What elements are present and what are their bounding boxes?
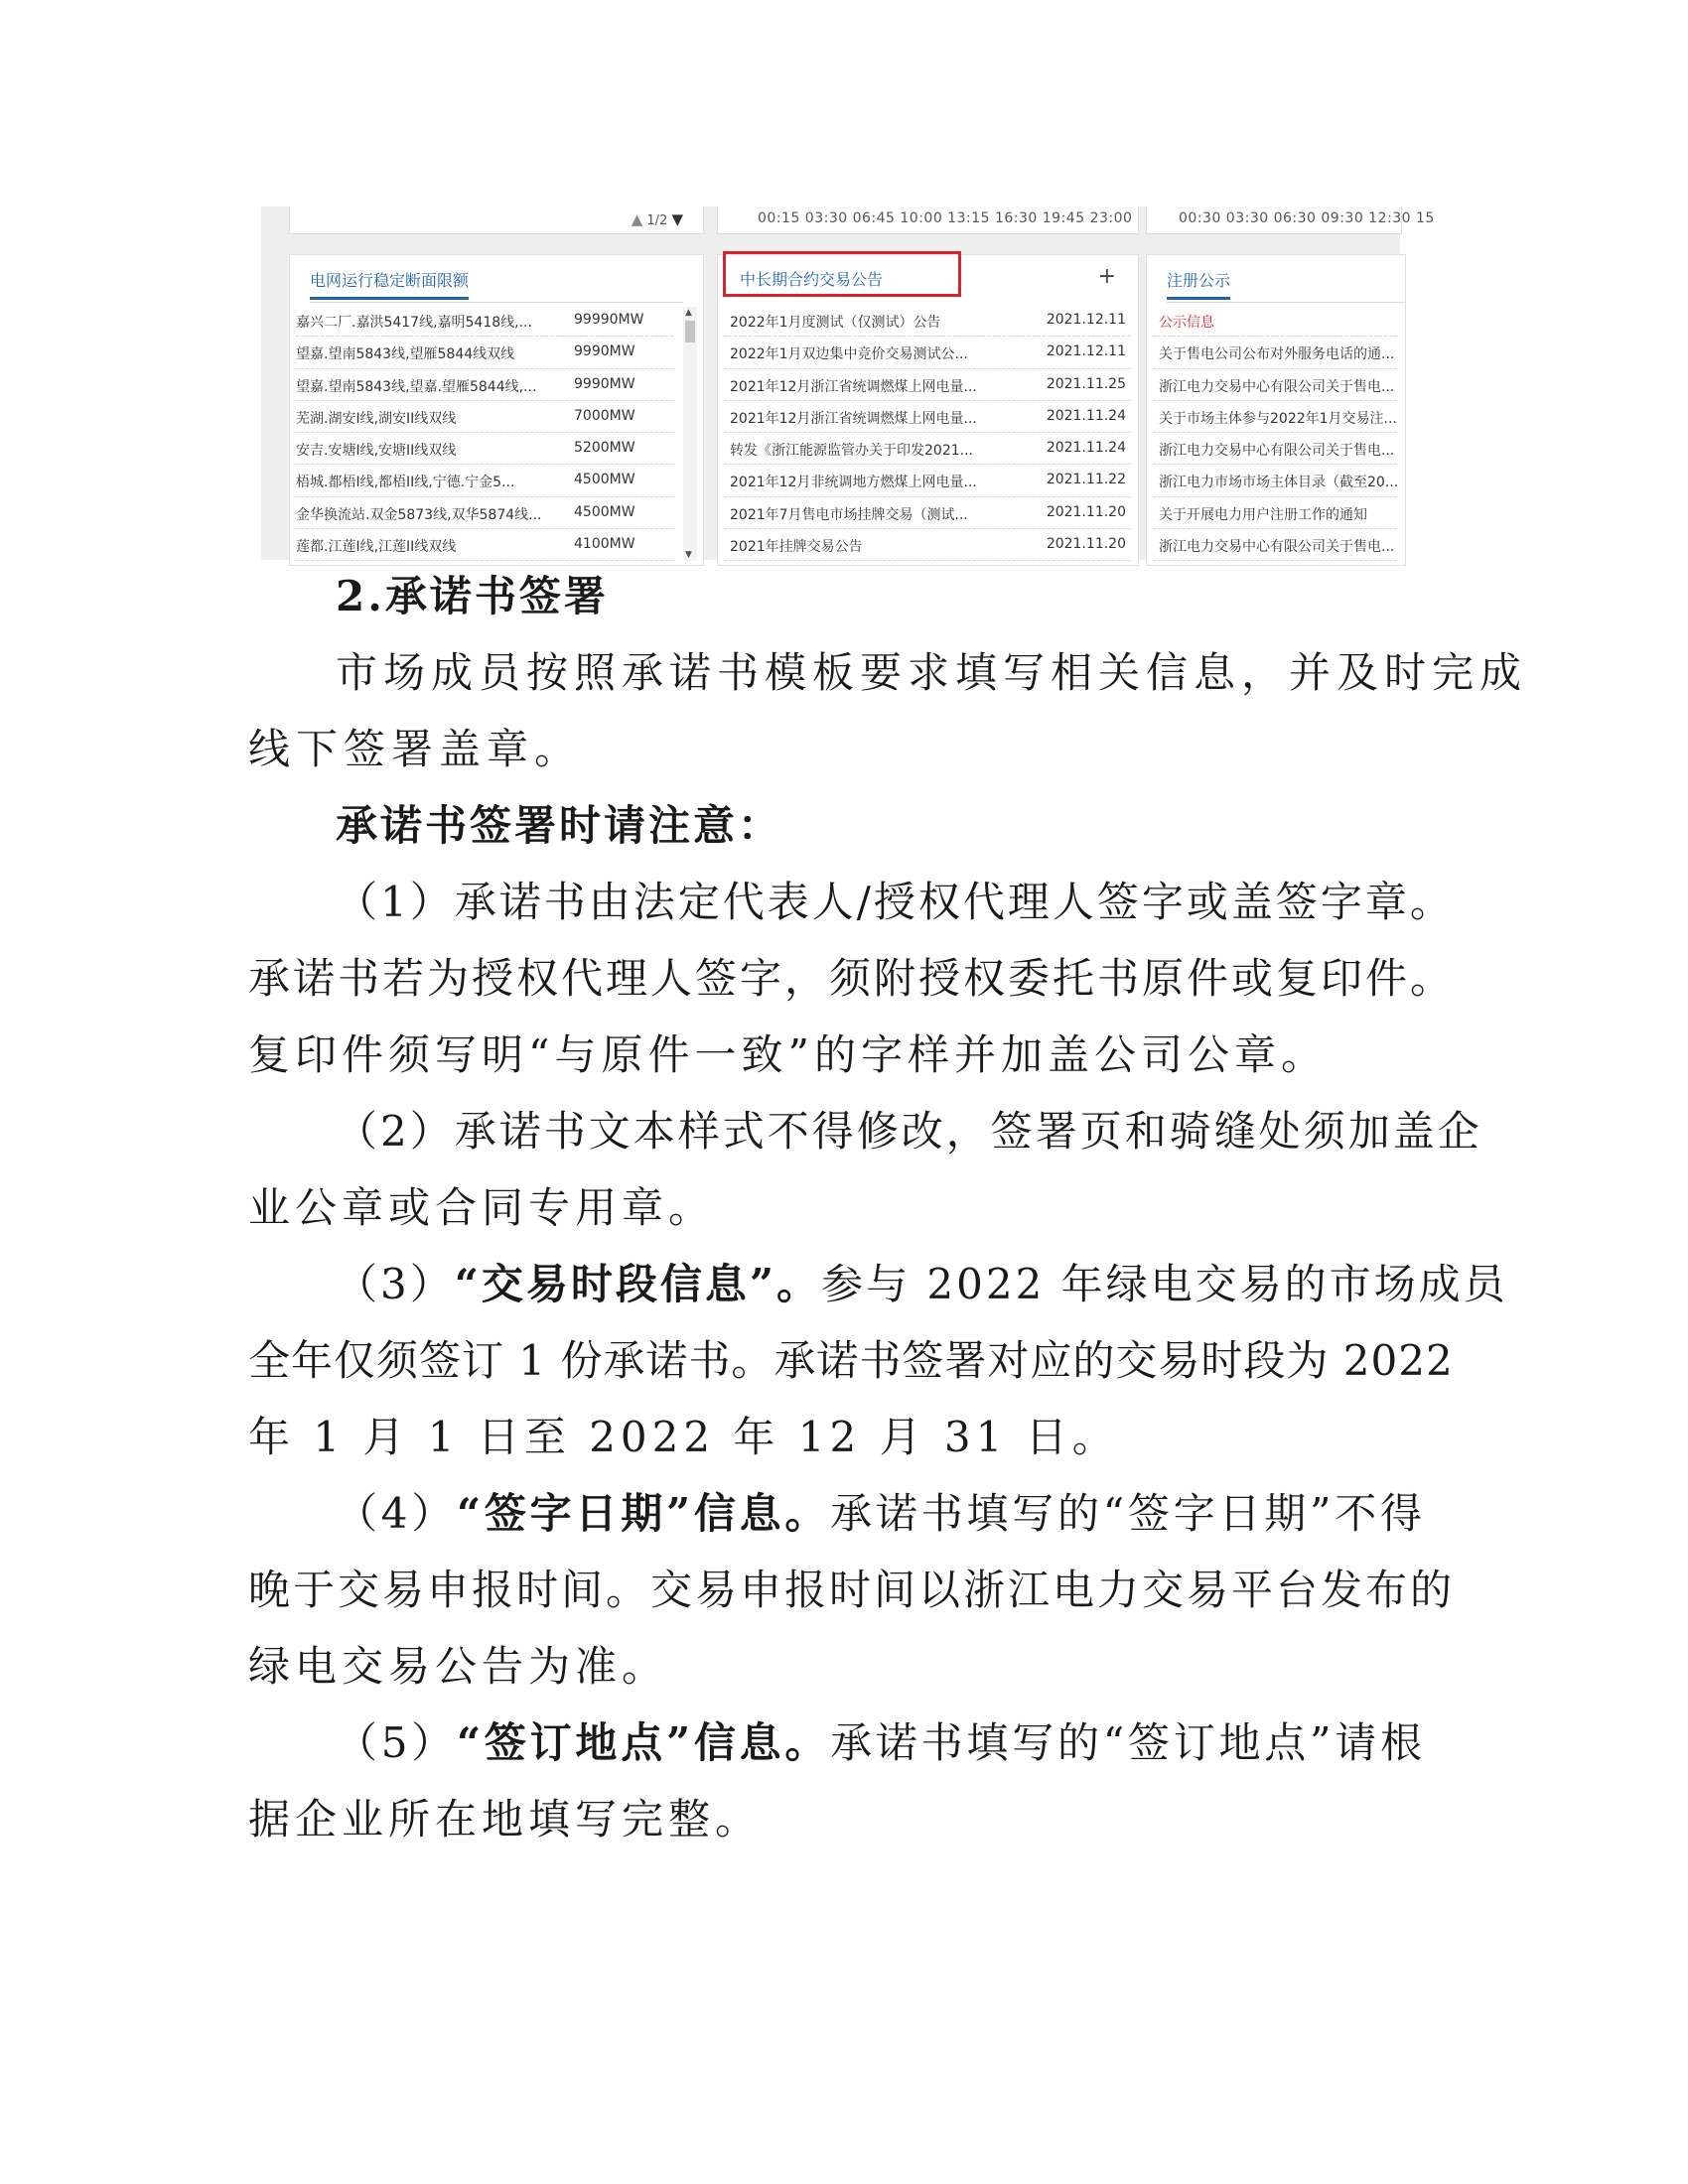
row-value: 4100MW — [574, 536, 635, 553]
bold-term: “签字日期”信息。 — [457, 1489, 831, 1538]
panel-header — [718, 255, 1138, 303]
list-item[interactable] — [724, 401, 1130, 433]
paragraph-line: 市场成员按照承诺书模板要求填写相关信息，并及时完成 — [336, 648, 1528, 697]
list-item[interactable] — [1153, 305, 1397, 337]
table-row[interactable] — [296, 337, 673, 368]
row-name: 金华换流站.双金5873线,双华5874线... — [296, 506, 542, 523]
list-item[interactable] — [724, 465, 1130, 496]
table-row[interactable] — [296, 529, 673, 561]
item-title: 2022年1月度测试（仅测试）公告 — [730, 315, 941, 331]
row-value: 4500MW — [574, 472, 635, 488]
scroll-down-icon[interactable]: ▼ — [685, 550, 692, 560]
paragraph-line — [336, 1489, 1425, 1538]
row-value: 9990MW — [574, 375, 635, 392]
item-title: 浙江电力交易中心有限公司关于售电... — [1159, 443, 1395, 460]
list-item[interactable] — [1153, 529, 1397, 561]
row-name: 莲都.江莲I线,江莲II线双线 — [296, 539, 457, 556]
scrollbar-thumb[interactable] — [685, 321, 695, 342]
embedded-screenshot — [261, 206, 1435, 560]
item-title: 2021年12月浙江省统调燃煤上网电量... — [730, 410, 977, 427]
paragraph-line: （2）承诺书文本样式不得修改，签署页和骑缝处须加盖企 — [336, 1107, 1482, 1156]
item-date: 2021.12.11 — [1046, 312, 1126, 328]
top-card-left — [289, 206, 704, 234]
paragraph-line: （1）承诺书由法定代表人/授权代理人签字或盖签字章。 — [336, 878, 1455, 926]
paragraph-line: 承诺书若为授权代理人签字，须附授权委托书原件或复印件。 — [248, 954, 1456, 1003]
panel-title[interactable]: 中长期合约交易公告 — [740, 270, 884, 289]
item-text: 承诺书填写的“签字日期”不得 — [830, 1489, 1425, 1538]
panel-registration-notice — [1146, 254, 1406, 566]
top-card-middle — [717, 206, 1139, 234]
bold-term: “交易时段信息”。 — [454, 1260, 822, 1308]
item-title: 关于开展电力用户注册工作的通知 — [1159, 506, 1367, 523]
time-axis-2: 00:30 03:30 06:30 09:30 12:30 15 — [1179, 210, 1435, 226]
item-title: 浙江电力交易中心有限公司关于售电... — [1159, 539, 1395, 556]
item-title: 浙江电力交易中心有限公司关于售电... — [1159, 378, 1395, 395]
list-item[interactable] — [724, 529, 1130, 561]
table-row[interactable] — [296, 401, 673, 433]
paragraph-line: 晚于交易申报时间。交易申报时间以浙江电力交易平台发布的 — [248, 1566, 1456, 1614]
announcement-list — [718, 305, 1138, 561]
top-strip — [261, 206, 1435, 238]
paragraph-line: 全年仅须签订 1 份承诺书。承诺书签署对应的交易时段为 2022 — [248, 1336, 1454, 1385]
item-title: 2022年1月双边集中竞价交易测试公... — [730, 346, 968, 363]
scrollbar[interactable] — [683, 307, 697, 561]
section-heading: 2.承诺书签署 — [336, 572, 609, 620]
list-item[interactable] — [1153, 497, 1397, 529]
page-down-icon[interactable]: ▼ — [671, 210, 683, 228]
table-row[interactable] — [296, 497, 673, 529]
row-value: 9990MW — [574, 343, 635, 360]
table-row[interactable] — [296, 433, 673, 465]
list-item[interactable] — [724, 369, 1130, 401]
item-title: 2021年挂牌交易公告 — [730, 539, 863, 556]
list-item[interactable] — [1153, 433, 1397, 465]
item-date: 2021.11.20 — [1046, 503, 1126, 520]
item-title: 关于市场主体参与2022年1月交易注... — [1159, 410, 1397, 427]
top-card-right — [1146, 206, 1435, 234]
item-date: 2021.11.25 — [1046, 375, 1126, 392]
item-date: 2021.11.22 — [1046, 472, 1126, 488]
item-date: 2021.11.24 — [1046, 407, 1126, 424]
row-name: 安吉.安塘I线,安塘II线双线 — [296, 443, 457, 460]
row-value: 4500MW — [574, 503, 635, 520]
panel-grid-limits — [289, 254, 704, 566]
page-indicator: 1/2 — [646, 213, 668, 228]
paragraph-line — [336, 1260, 1508, 1308]
list-item[interactable] — [1153, 465, 1397, 496]
panel-contract-announcements — [717, 254, 1139, 566]
list-item[interactable] — [724, 497, 1130, 529]
pager — [632, 210, 683, 228]
paragraph-line: 据企业所在地填写完整。 — [248, 1795, 763, 1843]
item-number: （4） — [336, 1489, 457, 1538]
bold-term: “签订地点”信息。 — [457, 1718, 831, 1767]
list-item[interactable] — [724, 305, 1130, 337]
row-value: 99990MW — [574, 312, 644, 328]
row-name: 嘉兴二厂.嘉洪5417线,嘉明5418线,... — [296, 315, 532, 331]
item-date: 2021.11.24 — [1046, 440, 1126, 457]
item-title: 关于售电公司公布对外服务电话的通... — [1159, 346, 1395, 363]
paragraph-line: 复印件须写明“与原件一致”的字样并加盖公司公章。 — [248, 1030, 1328, 1079]
item-title: 2021年7月售电市场挂牌交易（测试... — [730, 506, 968, 523]
item-number: （3） — [336, 1260, 455, 1308]
row-value: 5200MW — [574, 440, 635, 457]
table-row[interactable] — [296, 369, 673, 401]
row-value: 7000MW — [574, 407, 635, 424]
paragraph-line — [336, 1718, 1425, 1767]
item-title: 2021年12月浙江省统调燃煤上网电量... — [730, 378, 977, 395]
row-name: 梧城.都梧I线,都梧II线,宁德.宁金5... — [296, 475, 515, 491]
item-title: 转发《浙江能源监管办关于印发2021... — [730, 443, 973, 460]
note-heading: 承诺书签署时请注意： — [336, 801, 783, 850]
table-row[interactable] — [296, 465, 673, 496]
row-name: 望嘉.望南5843线,望嘉.望雁5844线,... — [296, 378, 537, 395]
item-number: （5） — [336, 1718, 457, 1767]
panel-header — [290, 255, 703, 303]
time-axis-1: 00:15 03:30 06:45 10:00 13:15 16:30 19:45 23:00 — [758, 210, 1133, 226]
panel-title[interactable]: 注册公示 — [1167, 268, 1230, 300]
paragraph-line: 线下签署盖章。 — [248, 725, 583, 773]
page-up-icon[interactable]: ▲ — [631, 210, 643, 228]
item-title: 浙江电力市场市场主体目录（截至20... — [1159, 475, 1399, 491]
scroll-up-icon[interactable]: ▲ — [685, 308, 692, 318]
list-item[interactable] — [1153, 401, 1397, 433]
list-item[interactable] — [724, 337, 1130, 368]
plus-icon[interactable]: + — [1097, 264, 1116, 289]
item-title: 2021年12月非统调地方燃煤上网电量... — [730, 475, 977, 491]
panel-title[interactable]: 电网运行稳定断面限额 — [310, 268, 469, 300]
limits-list — [290, 305, 681, 561]
item-date: 2021.12.11 — [1046, 343, 1126, 360]
item-date: 2021.11.20 — [1046, 536, 1126, 553]
row-name: 望嘉.望南5843线,望雁5844线双线 — [296, 346, 515, 363]
list-item[interactable] — [1153, 337, 1397, 368]
paragraph-line: 业公章或合同专用章。 — [248, 1183, 716, 1232]
item-title: 公示信息 — [1159, 315, 1214, 331]
list-item[interactable] — [724, 433, 1130, 465]
item-text: 承诺书填写的“签订地点”请根 — [830, 1718, 1425, 1767]
paragraph-line: 绿电交易公告为准。 — [248, 1642, 669, 1691]
table-row[interactable] — [296, 305, 673, 337]
list-item[interactable] — [1153, 369, 1397, 401]
panel-header — [1147, 255, 1405, 303]
item-text: 参与 2022 年绿电交易的市场成员 — [821, 1260, 1508, 1308]
paragraph-line: 年 1 月 1 日至 2022 年 12 月 31 日。 — [248, 1413, 1119, 1461]
row-name: 芜湖.湖安I线,湖安II线双线 — [296, 410, 457, 427]
registration-list — [1147, 305, 1405, 561]
